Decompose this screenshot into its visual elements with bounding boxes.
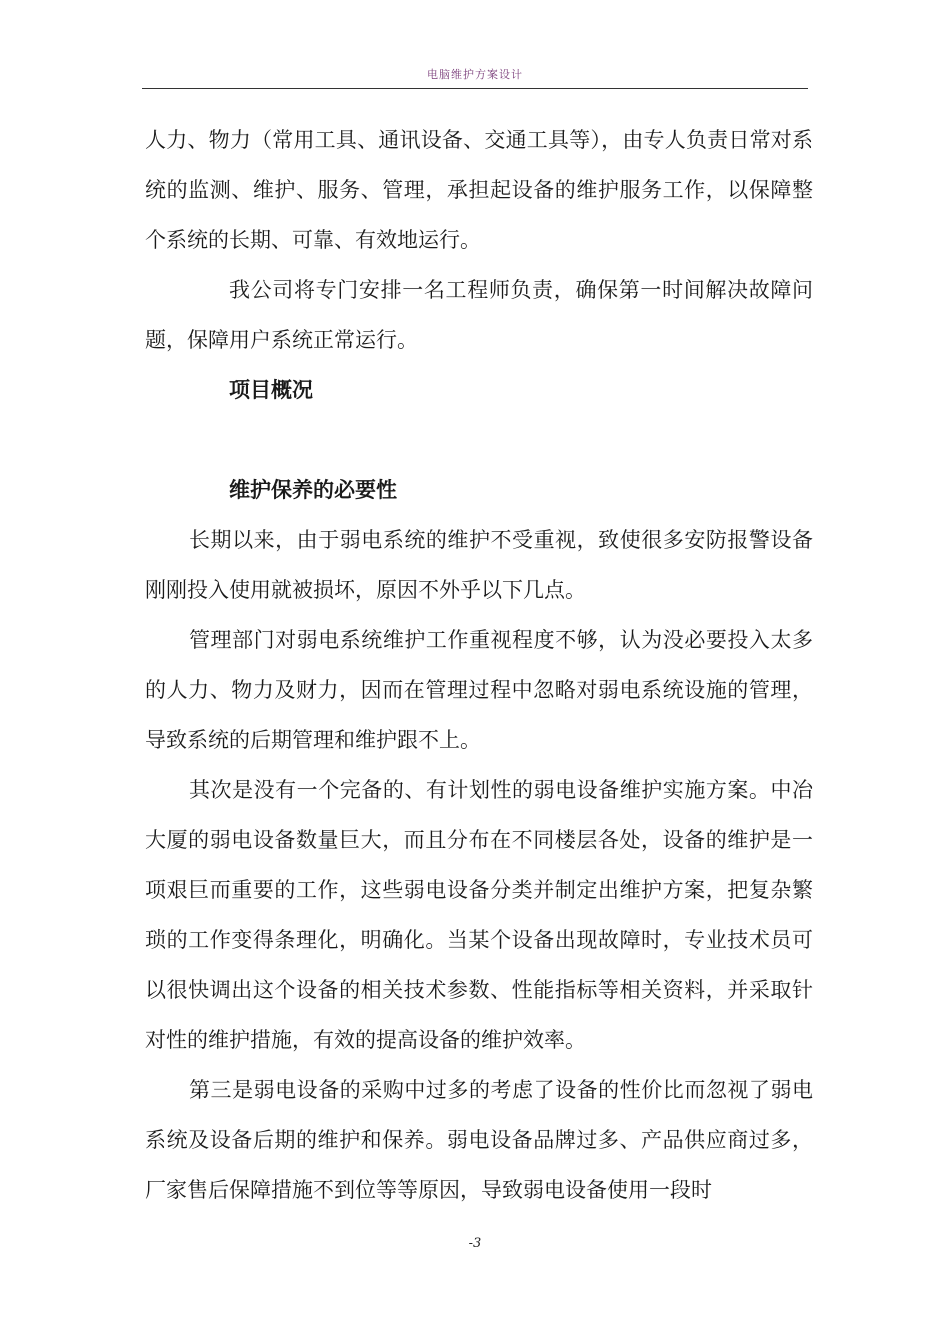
paragraph-plan: 其次是没有一个完备的、有计划性的弱电设备维护实施方案。中冶大厦的弱电设备数量巨大，而且分布在不同楼层各处，设备的维护是一项艰巨而重要的工作，这些弱电设备分类并制定出维护方案，把复杂繁琐的工作变得条理化，明确化。当某个设备出现故障时，专业技术员可以很快调出这个设备的相关技术参数、性能指标等相关资料，并采取针对性的维护措施，有效的提高设备的维护效率。	[145, 778, 813, 1052]
paragraph-engineer: 我公司将专门安排一名工程师负责，确保第一时间解决故障问题，保障用户系统正常运行。	[145, 278, 813, 352]
document-body	[145, 115, 813, 1215]
heading-maintenance-necessity: 维护保养的必要性	[229, 478, 397, 502]
paragraph-background: 长期以来，由于弱电系统的维护不受重视，致使很多安防报警设备刚刚投入使用就被损坏，原因不外乎以下几点。	[145, 528, 813, 602]
paragraph-management: 管理部门对弱电系统维护工作重视程度不够，认为没必要投入太多的人力、物力及财力，因而在管理过程中忽略对弱电系统设施的管理，导致系统的后期管理和维护跟不上。	[145, 628, 813, 752]
paragraph-procurement: 第三是弱电设备的采购中过多的考虑了设备的性价比而忽视了弱电系统及设备后期的维护和保养。弱电设备品牌过多、产品供应商过多，厂家售后保障措施不到位等等原因，导致弱电设备使用一段时	[145, 1078, 813, 1202]
paragraph-resources: 人力、物力（常用工具、通讯设备、交通工具等），由专人负责日常对系统的监测、维护、服务、管理，承担起设备的维护服务工作，以保障整个系统的长期、可靠、有效地运行。	[145, 128, 813, 252]
blank-line	[145, 415, 813, 465]
page-header-title: 电脑维护方案设计	[427, 68, 523, 81]
page-number: -3	[468, 1236, 482, 1251]
heading-project-overview: 项目概况	[229, 378, 313, 402]
header-divider	[142, 88, 808, 89]
